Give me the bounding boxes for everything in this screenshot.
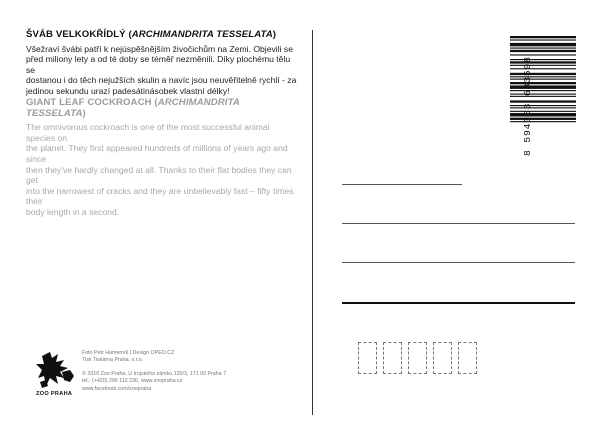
czech-line: jedinou sekundu urazí padesátinásobek vlastní délky! — [26, 85, 230, 96]
barcode-bar — [510, 54, 576, 55]
credit-address: © 2010 Zoo Praha, U trojského zámku 120/3, 171 00 Praha 7 — [82, 370, 227, 377]
english-title-scientific: ARCHIMANDRITA TESSELATA — [26, 97, 240, 119]
barcode-bar — [510, 94, 576, 95]
english-title-close: ) — [82, 107, 86, 119]
czech-line: dostanou i do těch nejužších skulin a navíc jsou neuvěřitelně rychlí - za — [26, 75, 297, 86]
credit-facebook: www.facebook.com/zoopraha — [82, 385, 152, 392]
czech-title-scientific: ARCHIMANDRITA TESSELATA — [131, 29, 273, 40]
barcode-bar — [510, 43, 576, 46]
barcode-bar — [510, 61, 576, 63]
english-line: body length in a second. — [26, 206, 120, 217]
address-line-1 — [342, 184, 462, 185]
barcode-bar — [510, 79, 576, 80]
english-description — [26, 98, 301, 218]
barcode-bars — [510, 36, 576, 156]
credits — [82, 350, 226, 393]
czech-line: před miliony lety a od té doby se téměř nezměnili. Díky plochému tělu se — [26, 54, 291, 75]
credit-phone: tel.: (+420) 296 112 230, www.zoopraha.cz — [82, 378, 183, 385]
center-divider — [312, 30, 313, 415]
barcode-bar — [510, 107, 576, 108]
barcode-bar — [510, 105, 576, 106]
barcode-bar — [510, 85, 576, 88]
postcode-box[interactable] — [408, 342, 427, 374]
czech-description — [26, 30, 301, 97]
english-line: The omnivorous cockroach is one of the most successful animal species on — [26, 122, 270, 143]
barcode-bar — [510, 73, 576, 75]
credit-print: Tisk Tiskárna Praha, s.r.o. — [82, 357, 144, 364]
barcode-bar — [510, 121, 576, 122]
english-title — [26, 98, 301, 119]
barcode-bar — [510, 111, 576, 112]
address-line-2 — [342, 223, 575, 224]
postcode-box[interactable] — [458, 342, 477, 374]
barcode-bar — [510, 48, 576, 49]
english-line: into the narrowest of cracks and they are unbelievably fast – fifty times their — [26, 185, 294, 207]
barcode-number: 8 594063 683598 — [522, 56, 533, 156]
english-line: then they've hardly changed at all. Thanks to their flat bodies they can get — [26, 164, 292, 186]
postcode-box[interactable] — [358, 342, 377, 374]
postcode-box[interactable] — [433, 342, 452, 374]
address-line-3 — [342, 262, 575, 263]
credit-photo-design: Foto Petr Hamerník | Design OPEO.CZ — [82, 350, 175, 356]
czech-title — [26, 30, 301, 41]
czech-title-close: ) — [272, 29, 277, 40]
english-title-text: GIANT LEAF COCKROACH ( — [26, 97, 158, 108]
barcode-bar — [510, 59, 576, 60]
postcode-box[interactable] — [383, 342, 402, 374]
barcode-bar — [510, 39, 576, 40]
czech-title-text: ŠVÁB VELKOKŘÍDLÝ ( — [26, 29, 132, 40]
barcode-bar — [510, 118, 576, 120]
barcode-bar — [510, 96, 576, 97]
barcode-bar — [510, 113, 576, 116]
barcode-bar — [510, 65, 576, 66]
zoo-logo-icon — [36, 350, 76, 396]
barcode-bar — [510, 100, 576, 102]
english-line: the planet. They first appeared hundreds of millions of years ago and since — [26, 143, 288, 164]
zoo-logo-text: ZOO PRAHA — [36, 391, 73, 397]
barcode-bar — [510, 90, 576, 91]
postcode-boxes — [358, 342, 477, 374]
barcode-bar — [510, 76, 576, 77]
address-line-4 — [342, 302, 575, 304]
czech-line: Všežraví švábi patří k nejúspěšnějším živočichům na Zemi. Objevili se — [26, 43, 293, 54]
barcode — [510, 36, 576, 156]
barcode-bar — [510, 82, 576, 84]
barcode-bar — [510, 68, 576, 69]
barcode-bar — [510, 50, 576, 52]
barcode-bar — [510, 36, 576, 38]
